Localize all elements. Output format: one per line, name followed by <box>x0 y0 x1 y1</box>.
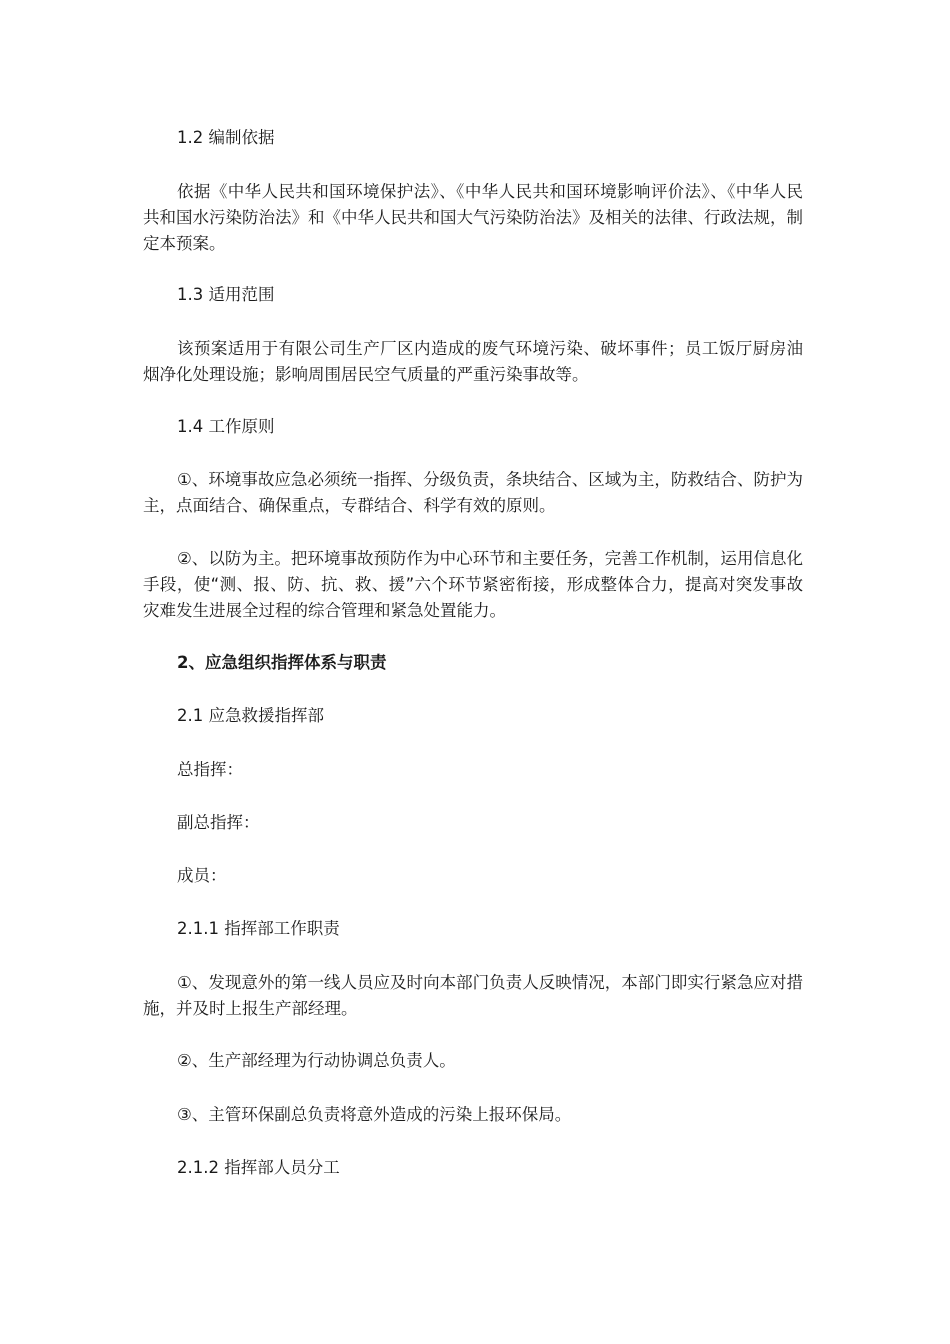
paragraph-2-1-1-c: ③、主管环保副总负责将意外造成的污染上报环保局。 <box>177 1105 572 1124</box>
section-heading-2-1-2: 2.1.2 指挥部人员分工 <box>177 1158 340 1177</box>
section-heading-1-2: 1.2 编制依据 <box>177 128 275 147</box>
section-heading-2-1-1: 2.1.1 指挥部工作职责 <box>177 919 340 938</box>
paragraph-2-1-1-b: ②、生产部经理为行动协调总负责人。 <box>177 1051 456 1070</box>
section-heading-1-4: 1.4 工作原则 <box>177 417 275 436</box>
deputy-commander-label: 副总指挥： <box>177 813 260 832</box>
section-heading-1-3: 1.3 适用范围 <box>177 285 275 304</box>
paragraph-1-4-a: ①、环境事故应急必须统一指挥、分级负责，条块结合、区域为主，防救结合、防护为主，点面结合、确保重点，专群结合、科学有效的原则。 <box>143 470 803 515</box>
paragraph-1-4-b: ②、以防为主。把环境事故预防作为中心环节和主要任务，完善工作机制，运用信息化手段，使“测、报、防、抗、救、援”六个环节紧密衔接，形成整体合力，提高对突发事故灾难发生进展全过程的综合管理和紧急处置能力。 <box>143 549 803 620</box>
paragraph-1-2: 依据《中华人民共和国环境保护法》、《中华人民共和国环境影响评价法》、《中华人民共和国水污染防治法》和《中华人民共和国大气污染防治法》及相关的法律、行政法规，制定本预案。 <box>143 182 803 253</box>
members-label: 成员： <box>177 866 227 885</box>
commander-label: 总指挥： <box>177 760 243 779</box>
section-heading-2: 2、应急组织指挥体系与职责 <box>177 653 387 672</box>
paragraph-2-1-1-a: ①、发现意外的第一线人员应及时向本部门负责人反映情况，本部门即实行紧急应对措施，并及时上报生产部经理。 <box>143 973 803 1018</box>
section-heading-2-1: 2.1 应急救援指挥部 <box>177 706 324 725</box>
paragraph-1-3: 该预案适用于有限公司生产厂区内造成的废气环境污染、破坏事件；员工饭厅厨房油烟净化处理设施；影响周围居民空气质量的严重污染事故等。 <box>143 339 803 384</box>
